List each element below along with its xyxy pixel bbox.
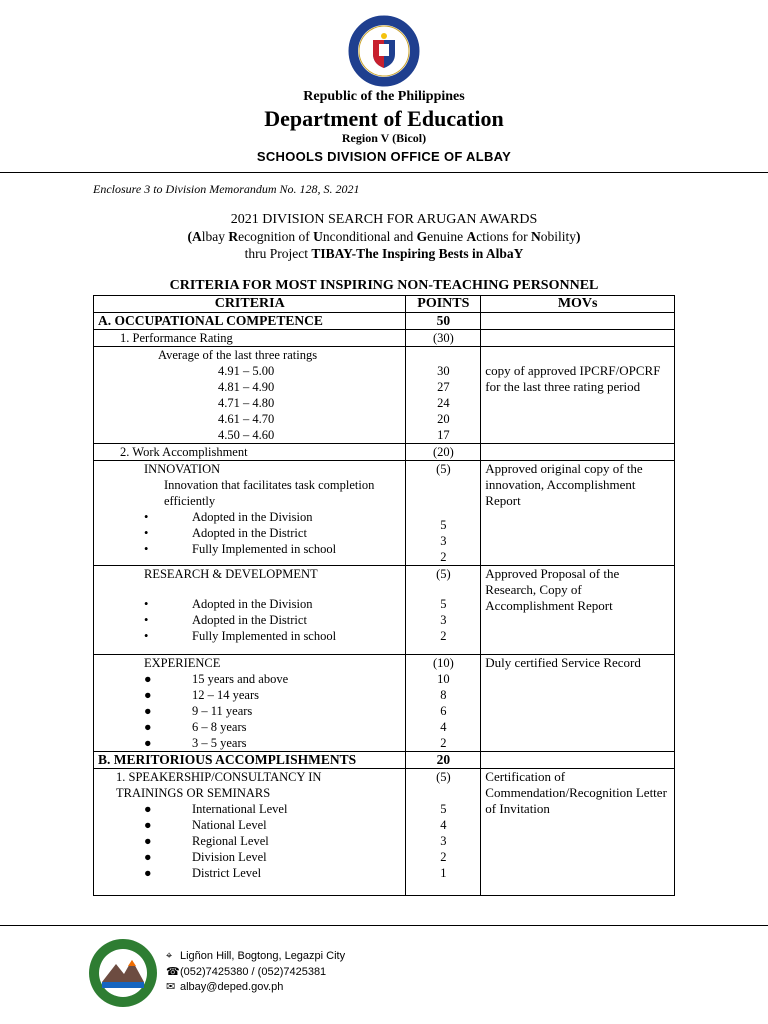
- innovation-row: INNOVATION Innovation that facilitates task completion efficiently • Adopted in the Division • Adopted in the District • Fully Implemented in school (5) 5 3 2 Approved original copy of the innovation, Accomplishment Report: [94, 461, 675, 566]
- acronym-letter: U: [313, 229, 323, 244]
- acronym-letter: N: [530, 229, 541, 244]
- list-item: • Adopted in the District: [144, 613, 307, 627]
- footer-divider: [0, 925, 768, 926]
- department-heading: Department of Education: [264, 106, 504, 131]
- criteria-table: [93, 295, 675, 896]
- experience-mov: Duly certified Service Record: [481, 655, 675, 752]
- section-b-row: B. MERITORIOUS ACCOMPLISHMENTS 20: [94, 752, 675, 769]
- republic-heading: Republic of the Philippines: [303, 89, 465, 104]
- header-divider: [0, 172, 768, 173]
- research-mov: Approved Proposal of the Research, Copy of Accomplishment Report: [481, 566, 675, 655]
- speakership-total: (5): [436, 770, 451, 784]
- acronym-word-rest: lbay: [201, 229, 229, 244]
- experience-row: EXPERIENCE ● 15 years and above ● 12 – 14 years ● 9 – 11 years ● 6 – 8 years ● 3 – 5 years (10) 10 8 6 4 2 Duly certified Service Record: [94, 655, 675, 752]
- enclosure-reference: Enclosure 3 to Division Memorandum No. 128, S. 2021: [93, 182, 360, 196]
- innovation-title: INNOVATION: [144, 462, 221, 476]
- list-item: ● 3 – 5 years: [144, 736, 247, 750]
- rating-points: 27: [437, 380, 450, 394]
- rating-points: 30: [437, 364, 450, 378]
- list-item: • Fully Implemented in school: [144, 629, 337, 643]
- email-icon: ✉: [166, 981, 176, 993]
- phone-icon: ☎: [166, 966, 180, 978]
- list-item: • Adopted in the District: [144, 526, 307, 540]
- innovation-mov: Approved original copy of the innovation, Accomplishment Report: [481, 461, 675, 566]
- rating-range: 4.91 – 5.00: [218, 364, 275, 378]
- criteria-heading: CRITERIA FOR MOST INSPIRING NON-TEACHING PERSONNEL: [169, 278, 599, 293]
- acronym-word-rest: obility: [540, 229, 576, 244]
- speakership-title: 1. SPEAKERSHIP/CONSULTANCY IN TRAININGS OR SEMINARS: [116, 770, 322, 800]
- list-item: • Adopted in the Division: [144, 510, 313, 524]
- rating-points: 17: [437, 428, 450, 442]
- region-heading: Region V (Bicol): [341, 131, 427, 145]
- research-title: RESEARCH & DEVELOPMENT: [144, 567, 318, 581]
- acronym-word-rest: nconditional and: [322, 229, 417, 244]
- rating-range: 4.81 – 4.90: [218, 380, 275, 394]
- footer-email: ✉ albay@deped.gov.ph: [166, 981, 284, 993]
- speakership-mov: Certification of Commendation/Recognition Letter of Invitation: [481, 769, 675, 896]
- list-item: ● 12 – 14 years: [144, 688, 259, 702]
- performance-detail-row: [94, 347, 675, 444]
- list-item: ● National Level: [144, 818, 267, 832]
- list-item: ● 9 – 11 years: [144, 704, 253, 718]
- list-item: ● District Level: [144, 866, 262, 880]
- list-item: ● Division Level: [144, 850, 267, 864]
- footer-address: ⌖ Ligñon Hill, Bogtong, Legazpi City: [166, 950, 346, 962]
- acronym-letter: G: [416, 229, 428, 244]
- list-item: • Adopted in the Division: [144, 597, 313, 611]
- header-points: POINTS: [406, 296, 481, 313]
- project-line: thru Project TIBAY-The Inspiring Bests in AlbaY: [244, 246, 524, 261]
- division-office-heading: SCHOOLS DIVISION OFFICE OF ALBAY: [256, 149, 512, 164]
- acronym-letter: A: [466, 229, 477, 244]
- division-seal-logo: [88, 938, 158, 1008]
- research-total: (5): [436, 567, 451, 581]
- performance-mov: copy of approved IPCRF/OPCRF for the last three rating period: [481, 347, 675, 444]
- ratings-caption: Average of the last three ratings: [158, 348, 318, 362]
- list-item: ● International Level: [144, 802, 288, 816]
- rating-points: 20: [437, 412, 450, 426]
- rating-range: 4.50 – 4.60: [218, 428, 275, 442]
- list-item: ● 15 years and above: [144, 672, 289, 686]
- performance-rating-row: 1. Performance Rating (30): [94, 330, 675, 347]
- acronym-letter: R: [228, 229, 239, 244]
- rating-range: 4.61 – 4.70: [218, 412, 275, 426]
- work-accomplishment-row: 2. Work Accomplishment (20): [94, 444, 675, 461]
- table-header-row: [94, 296, 675, 313]
- header-criteria: CRITERIA: [94, 296, 406, 313]
- experience-title: EXPERIENCE: [144, 656, 221, 670]
- acronym-word-rest: ctions for: [476, 229, 531, 244]
- deped-seal-logo: [347, 14, 421, 88]
- speakership-row: 1. SPEAKERSHIP/CONSULTANCY IN TRAININGS OR SEMINARS ● International Level ● National Level ● Regional Level ● Division Level ● District Level (5) 5 4 3 2 1 Certification of Commendation/Recognition Letter of Invitation: [94, 769, 675, 896]
- innovation-total: (5): [436, 462, 451, 476]
- award-title: 2021 DIVISION SEARCH FOR ARUGAN AWARDS: [230, 212, 538, 227]
- acronym-word-rest: ecognition of: [238, 229, 314, 244]
- acronym-letter: A: [192, 229, 202, 244]
- acronym-word-rest: enuine: [427, 229, 467, 244]
- list-item: ● 6 – 8 years: [144, 720, 247, 734]
- experience-total: (10): [432, 656, 454, 670]
- rating-points: 24: [437, 396, 450, 410]
- list-item: • Fully Implemented in school: [144, 542, 337, 556]
- location-icon: ⌖: [166, 950, 173, 962]
- innovation-desc: Innovation that facilitates task completion efficiently: [164, 478, 375, 508]
- research-row: RESEARCH & DEVELOPMENT • Adopted in the Division • Adopted in the District • Fully Implemented in school (5) 5 3 2 Approved Proposal of the Research, Copy of Accomplishment Report: [94, 566, 675, 655]
- award-acronym-line: (Albay Recognition of Unconditional and Genuine Actions for Nobility): [187, 229, 581, 244]
- list-item: ● Regional Level: [144, 834, 269, 848]
- rating-range: 4.71 – 4.80: [218, 396, 275, 410]
- footer-phone: ☎(052)7425380 / (052)7425381: [166, 966, 327, 978]
- header-movs: MOVs: [481, 296, 675, 313]
- section-a-row: A. OCCUPATIONAL COMPETENCE 50: [94, 313, 675, 330]
